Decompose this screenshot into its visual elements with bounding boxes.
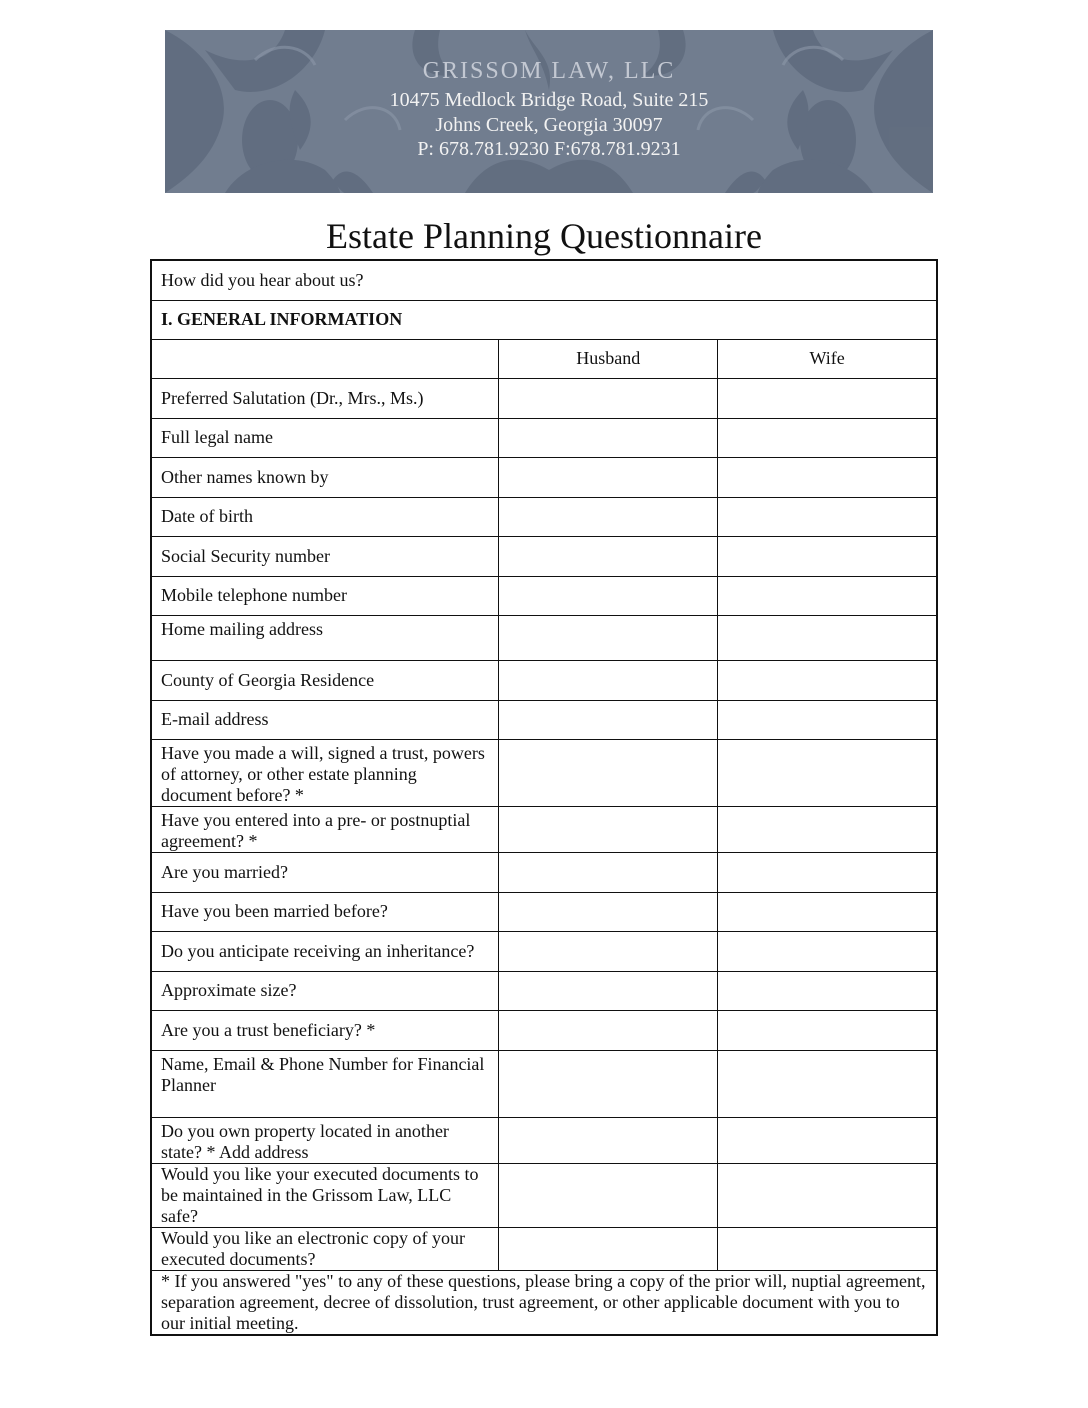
firm-name: GRISSOM LAW, LLC [422,58,676,84]
questionnaire-table [150,259,938,1336]
question-label: Are you married? [151,852,499,892]
husband-answer-field[interactable] [499,378,718,418]
question-label: County of Georgia Residence [151,660,499,700]
husband-answer-field[interactable] [499,1050,718,1117]
footnote: * If you answered "yes" to any of these questions, please bring a copy of the prior will, nuptial agreement, separation agreement, decree of dissolution, trust agreement, or other applicable document with you to our initial meeting. [151,1270,937,1335]
husband-answer-field[interactable] [499,892,718,931]
table-row [151,1050,937,1117]
question-label: Are you a trust beneficiary? * [151,1010,499,1050]
husband-answer-field[interactable] [499,852,718,892]
wife-answer-field[interactable] [718,1010,937,1050]
wife-column-header: Wife [718,339,937,378]
table-row [151,971,937,1010]
table-row [151,931,937,971]
wife-answer-field[interactable] [718,660,937,700]
table-row [151,497,937,536]
table-row [151,1117,937,1163]
husband-answer-field[interactable] [499,457,718,497]
husband-answer-field[interactable] [499,931,718,971]
question-label: Have you been married before? [151,892,499,931]
address-line-1: 10475 Medlock Bridge Road, Suite 215 [389,89,709,111]
table-row [151,739,937,806]
husband-answer-field[interactable] [499,615,718,660]
husband-answer-field[interactable] [499,1117,718,1163]
table-row [151,660,937,700]
wife-answer-field[interactable] [718,931,937,971]
footnote-row [151,1270,937,1335]
table-row [151,1010,937,1050]
question-label: Do you anticipate receiving an inheritance? [151,931,499,971]
question-label: Home mailing address [151,615,499,660]
wife-answer-field[interactable] [718,497,937,536]
wife-answer-field[interactable] [718,1050,937,1117]
wife-answer-field[interactable] [718,852,937,892]
table-row [151,1227,937,1270]
question-label: Mobile telephone number [151,576,499,615]
wife-answer-field[interactable] [718,615,937,660]
table-row [151,615,937,660]
question-label: Name, Email & Phone Number for Financial Planner [151,1050,499,1117]
question-label: Approximate size? [151,971,499,1010]
husband-answer-field[interactable] [499,536,718,576]
question-label: Would you like an electronic copy of your executed documents? [151,1227,499,1270]
husband-answer-field[interactable] [499,576,718,615]
table-row [151,418,937,457]
husband-answer-field[interactable] [499,739,718,806]
wife-answer-field[interactable] [718,457,937,497]
question-label: Full legal name [151,418,499,457]
wife-answer-field[interactable] [718,806,937,852]
question-label: Have you made a will, signed a trust, powers of attorney, or other estate planning document before? * [151,739,499,806]
husband-column-header: Husband [499,339,718,378]
question-label: Would you like your executed documents to be maintained in the Grissom Law, LLC safe? [151,1163,499,1227]
husband-answer-field[interactable] [499,497,718,536]
question-label: Have you entered into a pre- or postnuptial agreement? * [151,806,499,852]
wife-answer-field[interactable] [718,1227,937,1270]
wife-answer-field[interactable] [718,892,937,931]
table-row [151,806,937,852]
husband-answer-field[interactable] [499,660,718,700]
question-label: Other names known by [151,457,499,497]
husband-answer-field[interactable] [499,1010,718,1050]
page-title: Estate Planning Questionnaire [326,216,762,256]
letterhead-banner [165,30,933,193]
husband-answer-field[interactable] [499,1163,718,1227]
husband-answer-field[interactable] [499,806,718,852]
husband-answer-field[interactable] [499,700,718,739]
husband-answer-field[interactable] [499,971,718,1010]
husband-answer-field[interactable] [499,1227,718,1270]
referral-question[interactable]: How did you hear about us? [151,260,937,300]
table-row [151,700,937,739]
phone-fax-line: P: 678.781.9230 F:678.781.9231 [417,138,681,160]
table-row [151,1163,937,1227]
wife-answer-field[interactable] [718,700,937,739]
blank-header-cell [151,339,499,378]
question-label: Preferred Salutation (Dr., Mrs., Ms.) [151,378,499,418]
wife-answer-field[interactable] [718,418,937,457]
wife-answer-field[interactable] [718,739,937,806]
table-row [151,378,937,418]
section-header-row [151,300,937,339]
section-title: I. GENERAL INFORMATION [151,300,937,339]
question-label: Social Security number [151,536,499,576]
question-label: Do you own property located in another state? * Add address [151,1117,499,1163]
wife-answer-field[interactable] [718,536,937,576]
wife-answer-field[interactable] [718,378,937,418]
wife-answer-field[interactable] [718,576,937,615]
husband-answer-field[interactable] [499,418,718,457]
wife-answer-field[interactable] [718,971,937,1010]
referral-row [151,260,937,300]
table-row [151,457,937,497]
table-row [151,852,937,892]
question-label: E-mail address [151,700,499,739]
address-line-2: Johns Creek, Georgia 30097 [435,114,663,136]
wife-answer-field[interactable] [718,1117,937,1163]
table-row [151,536,937,576]
table-row [151,576,937,615]
column-header-row [151,339,937,378]
question-label: Date of birth [151,497,499,536]
wife-answer-field[interactable] [718,1163,937,1227]
table-row [151,892,937,931]
